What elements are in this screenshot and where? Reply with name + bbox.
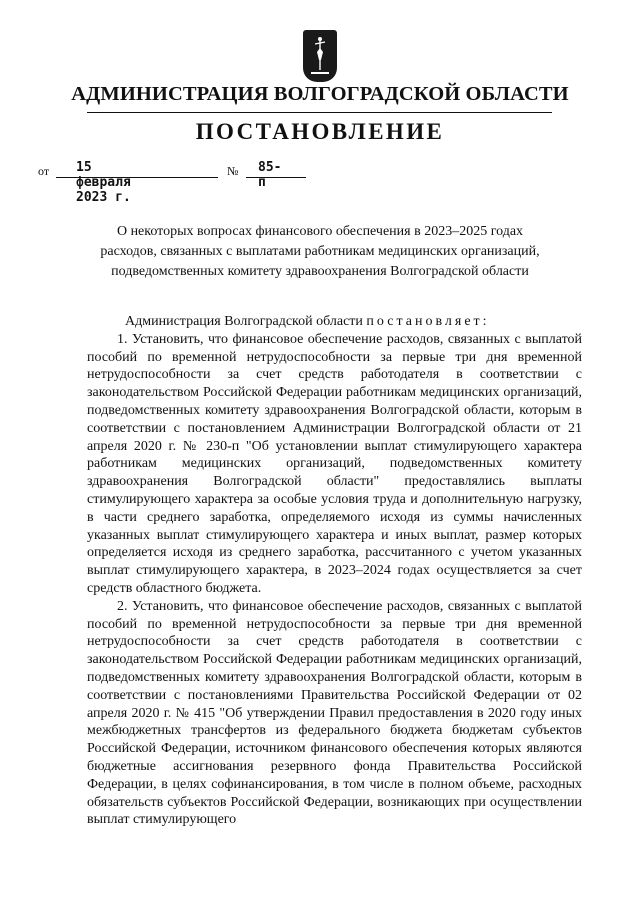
document-type: ПОСТАНОВЛЕНИЕ — [195, 119, 445, 144]
number-label: № — [227, 164, 239, 178]
intro-text: Администрация Волгоградской области — [125, 314, 363, 329]
date-label: от — [38, 164, 50, 178]
subject-line: расходов, связанных с выплатами работникам медицинских организаций, — [100, 244, 540, 259]
paragraph-2: 2. Установить, что финансовое обеспечение расходов, связанных с выплатой пособий по временной нетрудоспособности за первые три дня временной нетрудоспособности за счет средств работодателя в соответствии с законодательством Российской Федерации работникам медицинских организаций, подведомственных комитету здравоохранения Волгоградской области, которым в соответствии с постановлениями Правительства Российской Федерации от 02 апреля 2020 г. № 415 "Об утверждении Правил предоставления в 2020 году иных межбюджетных трансфертов из федерального бюджета бюджетам субъектов Российской Федерации, источником финансового обеспечения которых являются бюджетные ассигнования резервного фонда Правительства Российской Федерации, в целях софинансирования, в том числе в полном объеме, расходных обязательств субъектов Российской Федерации, возникающих при осуществлении выплат стимулирующего — [87, 598, 582, 828]
document-body — [87, 313, 582, 829]
document-subject — [0, 222, 640, 282]
paragraph-1: 1. Установить, что финансовое обеспечение расходов, связанных с выплатой пособий по временной нетрудоспособности за первые три дня временной нетрудоспособности за счет средств работодателя в соответствии с законодательством Российской Федерации работникам медицинских организаций, подведомственных комитету здравоохранения Волгоградской области, которым в соответствии с постановлением Администрации Волгоградской области от 21 апреля 2020 г. № 230-п "Об установлении выплат стимулирующего характера работникам медицинских организаций, подведомственных комитету здравоохранения Волгоградской области" предоставлялись выплаты стимулирующего характера за особые условия труда и дополнительную нагрузку, в части среднего заработка, определяемого исходя из суммы начисленных указанных выплат стимулирующего характера и иных выплат, размер которых определяется исходя из среднего заработка, рассчитанного с учетом указанных выплат стимулирующего характера, в 2023–2024 годах осуществляется за счет средств областного бюджета. — [87, 331, 582, 596]
intro-line — [87, 313, 582, 331]
number-value: 85-п — [258, 160, 282, 190]
date-value: 15 февраля 2023 г. — [76, 160, 131, 205]
intro-verb: постановляет: — [366, 314, 490, 329]
subject-line: О некоторых вопросах финансового обеспечения в 2023–2025 годах — [116, 224, 524, 239]
organization-name: АДМИНИСТРАЦИЯ ВОЛГОГРАДСКОЙ ОБЛАСТИ — [71, 83, 569, 105]
coat-of-arms-icon — [303, 30, 337, 82]
subject-line: подведомственных комитету здравоохранения Волгоградской области — [111, 264, 529, 279]
header-rule — [87, 112, 552, 113]
